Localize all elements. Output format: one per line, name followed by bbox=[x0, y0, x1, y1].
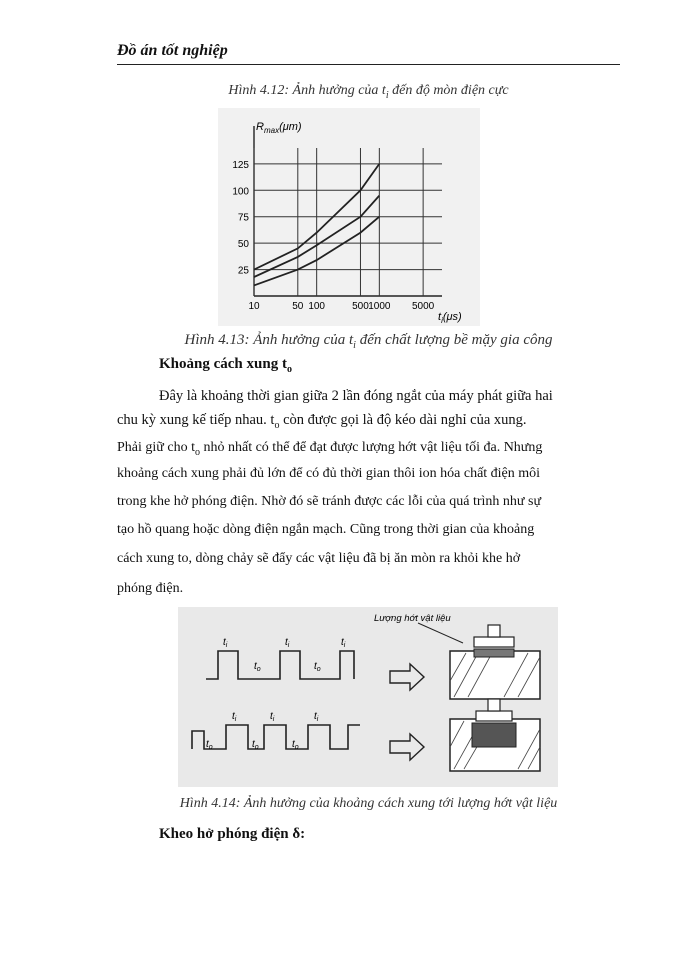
ti-label-top-1: $t_i$ bbox=[223, 637, 228, 649]
material-label-leader bbox=[418, 623, 463, 643]
caption-4-13: Hình 4.13: Ảnh hưởng của $t_i$ đến chất lượng bề mặy gia công bbox=[184, 332, 553, 351]
pulse-train-top bbox=[206, 651, 354, 679]
x-tick-label: 100 bbox=[308, 301, 326, 312]
section-heading-discharge-gap: Kheo hở phóng điện δ: bbox=[159, 826, 306, 842]
pulse-material-diagram bbox=[178, 607, 558, 787]
figure-4-13 bbox=[218, 108, 480, 326]
to-label-bottom-3: $t_o$ bbox=[292, 739, 299, 751]
ti-label-top-3: $t_i$ bbox=[341, 637, 346, 649]
to-label-top-1: $t_o$ bbox=[254, 661, 261, 673]
x-tick-label: 1000 bbox=[368, 301, 391, 312]
arrow-right-icon-bottom bbox=[390, 734, 424, 760]
y-tick-label: 100 bbox=[232, 186, 249, 198]
x-tick-label: 500 bbox=[352, 301, 369, 312]
caption-4-14: Hình 4.14: Ảnh hưởng của khoảng cách xung tới lượng hớt vật liệu bbox=[179, 796, 558, 811]
y-tick-label: 25 bbox=[237, 265, 249, 277]
paragraph-1-line-2: chu kỳ xung kế tiếp nhau. $t_o$ còn được gọi là độ kéo dài nghỉ của xung. bbox=[117, 412, 527, 431]
ti-label-top-2: $t_i$ bbox=[285, 637, 290, 649]
material-removal-label: Lượng hớt vật liệu bbox=[374, 613, 451, 624]
rmax-chart bbox=[218, 108, 480, 326]
workpiece-top bbox=[450, 625, 540, 699]
header-title: Đồ án tốt nghiệp bbox=[117, 42, 228, 59]
y-tick-label: 50 bbox=[237, 239, 249, 251]
to-label-top-2: $t_o$ bbox=[314, 661, 321, 673]
paragraph-2-line-2: khoảng cách xung phải đủ lớn để có đủ thời gian thôi ion hóa chất điện môi bbox=[117, 466, 541, 481]
ti-label-bottom-3: $t_i$ bbox=[314, 711, 319, 723]
to-label-bottom-1: $t_o$ bbox=[206, 739, 213, 751]
paragraph-2-line-5: cách xung to, dòng chảy sẽ đẩy các vật liệu đã bị ăn mòn ra khỏi khe hở bbox=[117, 551, 521, 566]
paragraph-1-line-1: Đây là khoảng thời gian giữa 2 lần đóng ngắt của máy phát giữa hai bbox=[159, 388, 553, 404]
ti-label-bottom-1: $t_i$ bbox=[232, 711, 237, 723]
pulse-train-bottom bbox=[192, 725, 360, 749]
x-tick-label: 5000 bbox=[412, 301, 435, 312]
arrow-right-icon-top bbox=[390, 664, 424, 690]
caption-4-12: Hình 4.12: Ảnh hưởng của $t_i$ đến độ mòn điện cực bbox=[228, 83, 509, 101]
paragraph-2-line-4: tạo hồ quang hoặc dòng điện ngắn mạch. Cũng trong thời gian của khoảng bbox=[117, 522, 535, 537]
page-header bbox=[117, 40, 620, 65]
electrode-bottom bbox=[476, 711, 512, 721]
figure-4-14 bbox=[178, 607, 558, 787]
to-label-bottom-2: $t_o$ bbox=[252, 739, 259, 751]
section-heading-pulse-interval: Khoảng cách xung $t_o$ bbox=[159, 356, 292, 375]
electrode-top bbox=[474, 637, 514, 647]
y-axis-label: $R_{max}(\mu m)$ bbox=[256, 121, 302, 135]
ti-label-bottom-2: $t_i$ bbox=[270, 711, 275, 723]
x-tick-label: 10 bbox=[248, 301, 260, 312]
removed-material-region bbox=[472, 723, 516, 747]
paragraph-2-line-3: trong khe hở phóng điện. Nhờ đó sẽ tránh được các lỗi của quá trình như sự bbox=[117, 494, 542, 509]
workpiece-bottom bbox=[450, 699, 540, 771]
paragraph-2-line-6: phóng điện. bbox=[117, 581, 184, 596]
y-tick-label: 75 bbox=[237, 212, 249, 224]
x-axis-label: $t_i(\mu s)$ bbox=[438, 311, 462, 325]
x-tick-label: 50 bbox=[292, 301, 304, 312]
y-tick-label: 125 bbox=[232, 159, 249, 171]
paragraph-2-line-1: Phải giữ cho $t_o$ nhỏ nhất có thể để đạt được lượng hớt vật liệu tối đa. Nhưng bbox=[117, 440, 543, 458]
